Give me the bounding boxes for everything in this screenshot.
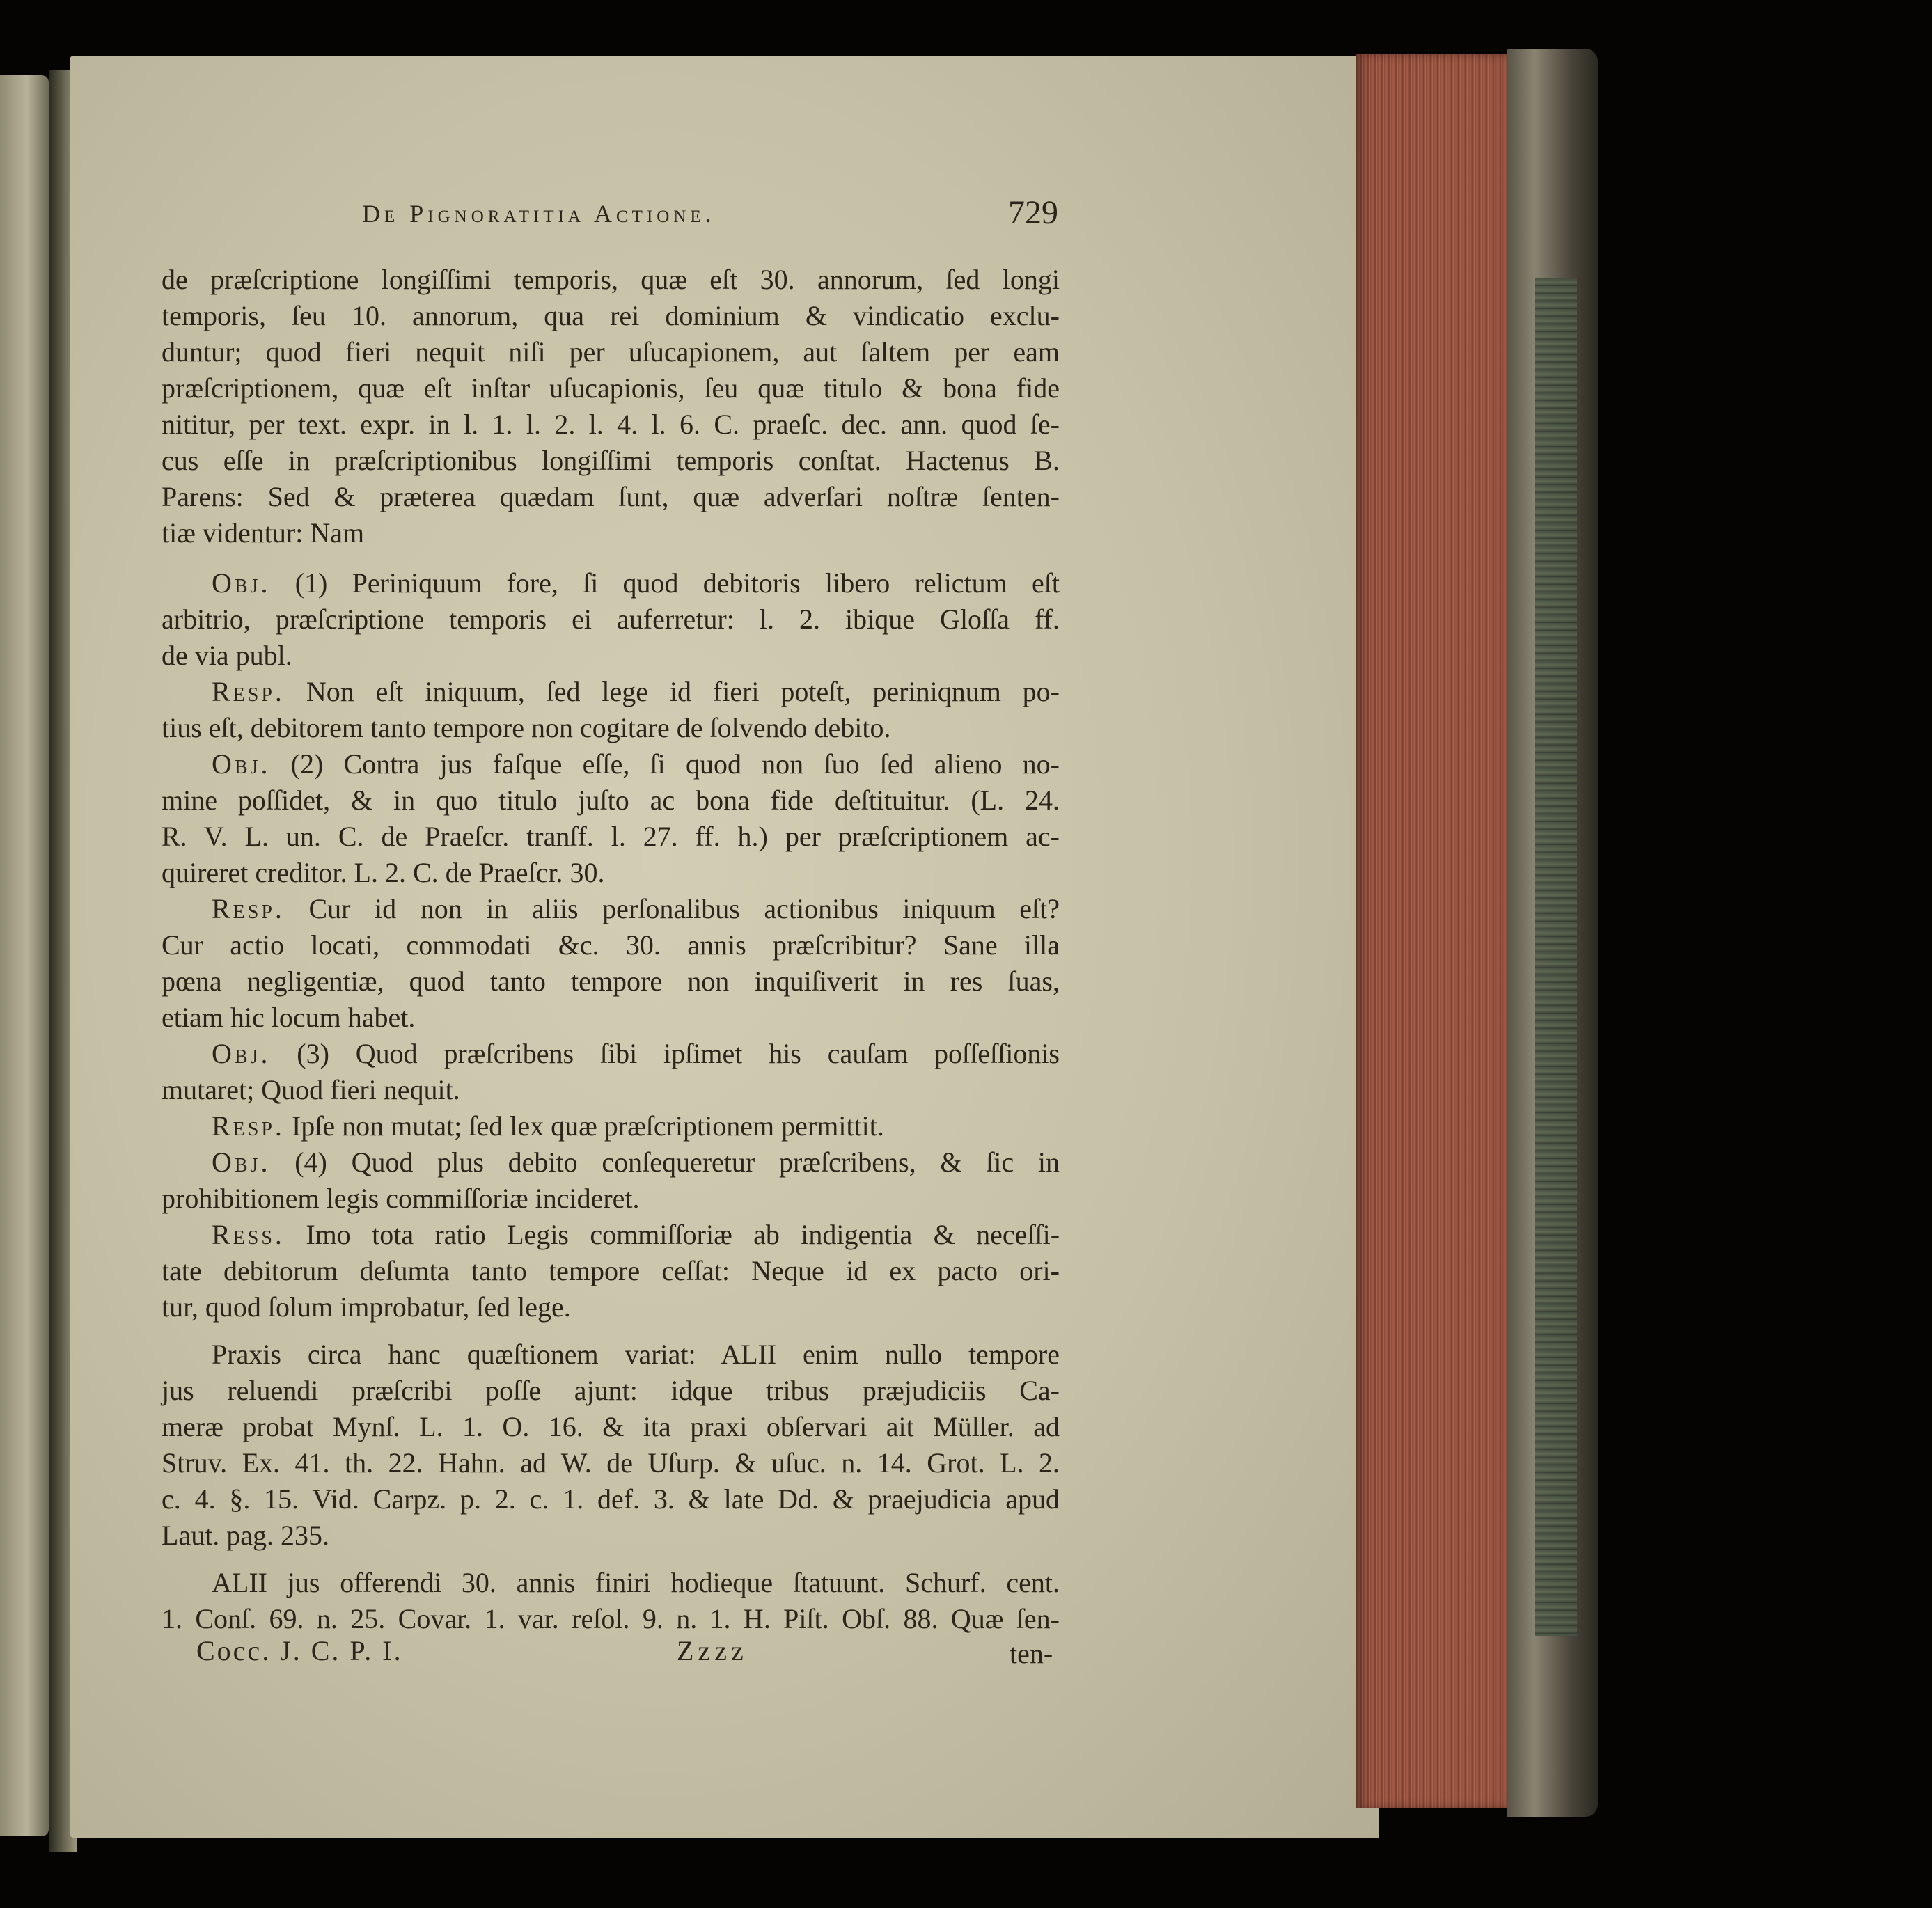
line-label: Resp. <box>212 893 285 924</box>
text-line <box>162 1409 1060 1445</box>
text-line <box>162 1445 1060 1481</box>
text-line <box>162 515 1060 551</box>
text-line <box>162 1181 1060 1217</box>
line-text: (3) Quod præſcribens ſibi ipſimet his cauſam poſſeſſionis <box>297 1038 1060 1069</box>
line-text: præſcriptionem, quæ eſt inſtar uſucapionis, ſeu quæ titulo & bona fide <box>162 372 1060 404</box>
text-line <box>162 746 1060 782</box>
book-binding <box>1507 49 1598 1817</box>
facing-page-edge <box>0 75 49 1836</box>
text-line <box>162 1000 1060 1036</box>
line-text: (4) Quod plus debito conſequeretur præſcribens, & ſic in <box>294 1146 1060 1178</box>
text-line <box>162 1036 1060 1072</box>
text-line <box>162 674 1060 710</box>
line-text: tate debitorum deſumta tanto tempore ceſſat: Neque id ex pacto ori- <box>162 1255 1060 1286</box>
text-line <box>162 298 1060 334</box>
line-text: Struv. Ex. 41. th. 22. Hahn. ad W. de Uſurp. & uſuc. n. 14. Grot. L. 2. <box>162 1447 1060 1479</box>
text-line <box>162 1337 1060 1373</box>
line-text: ALII jus offerendi 30. annis finiri hodieque ſtatuunt. Schurf. cent. <box>212 1567 1060 1598</box>
line-text: pœna negligentiæ, quod tanto tempore non inquiſiverit in res ſuas, <box>162 965 1060 997</box>
line-label: Resp. <box>212 1110 285 1142</box>
line-text: tiæ videntur: Nam <box>162 517 365 549</box>
page-number: 729 <box>1008 194 1058 231</box>
line-text: temporis, ſeu 10. annorum, qua rei dominium & vindicatio exclu- <box>162 300 1060 331</box>
line-text: R. V. L. un. C. de Praeſcr. tranſf. l. 27. ff. h.) per præſcriptionem ac- <box>162 821 1060 852</box>
text-line <box>162 370 1060 407</box>
line-text: tius eſt, debitorem tanto tempore non cogitare de ſolvendo debito. <box>162 712 891 743</box>
page-footer <box>196 1634 1060 1676</box>
line-text: meræ probat Mynſ. L. 1. O. 16. & ita praxi obſervari ait Müller. ad <box>162 1411 1060 1442</box>
line-text: etiam hic locum habet. <box>162 1002 416 1033</box>
text-line <box>162 1217 1060 1253</box>
quire-mark: Zzzz <box>677 1635 748 1666</box>
text-line <box>162 855 1060 891</box>
text-line <box>162 1253 1060 1289</box>
line-label: Obj. <box>212 567 271 599</box>
text-line <box>162 565 1060 601</box>
text-line <box>162 601 1060 638</box>
line-label: Obj. <box>212 1146 271 1178</box>
line-text: prohibitionem legis commiſſoriæ incideret. <box>162 1183 640 1214</box>
line-text: de via publ. <box>162 640 292 671</box>
line-label: Obj. <box>212 748 271 780</box>
signature-mark: Cocc. J. C. P. I. <box>196 1635 403 1666</box>
text-line <box>162 1565 1060 1601</box>
line-text: Non eſt iniquum, ſed lege id fieri poteſt, periniqnum po- <box>306 676 1060 707</box>
text-line <box>162 1289 1060 1325</box>
text-line <box>162 1144 1060 1181</box>
text-line <box>162 1108 1060 1144</box>
text-line <box>162 963 1060 1000</box>
page-block-edges <box>1356 54 1509 1808</box>
catchword: ten- <box>1010 1638 1053 1669</box>
line-text: jus reluendi præſcribi poſſe ajunt: idque tribus præjudiciis Ca- <box>162 1375 1060 1406</box>
line-text: Imo tota ratio Legis commiſſoriæ ab indigentia & neceſſi- <box>306 1219 1060 1250</box>
line-text: Laut. pag. 235. <box>162 1520 330 1551</box>
line-text: (1) Periniquum fore, ſi quod debitoris libero relictum eſt <box>294 567 1060 599</box>
line-text: Parens: Sed & præterea quædam ſunt, quæ adverſari noſtræ ſenten- <box>162 481 1060 512</box>
line-text: nititur, per text. expr. in l. 1. l. 2. l. 4. l. 6. C. praeſc. dec. ann. quod ſe- <box>162 409 1060 440</box>
line-label: Obj. <box>212 1038 271 1069</box>
text-line <box>162 407 1060 443</box>
text-line <box>162 782 1060 819</box>
text-line <box>162 1072 1060 1108</box>
running-head <box>202 194 1065 235</box>
line-text: Cur id non in aliis perſonalibus actionibus iniquum eſt? <box>308 893 1060 924</box>
text-line <box>162 710 1060 746</box>
text-line <box>162 1601 1060 1637</box>
line-label: Resp. <box>212 676 285 707</box>
line-text: arbitrio, præſcriptione temporis ei auferretur: l. 2. ibique Gloſſa ff. <box>162 604 1060 635</box>
text-line <box>162 1517 1060 1554</box>
text-line <box>162 1373 1060 1409</box>
line-text: Praxis circa hanc quæſtionem variat: ALII enim nullo tempore <box>212 1339 1060 1370</box>
text-line <box>162 638 1060 674</box>
text-line <box>162 1481 1060 1517</box>
line-text: duntur; quod fieri nequit niſi per uſucapionem, aut ſaltem per eam <box>162 336 1060 368</box>
text-line <box>162 262 1060 298</box>
line-text: Cur actio locati, commodati &c. 30. annis præſcribitur? Sane illa <box>162 929 1060 961</box>
line-text: cus eſſe in præſcriptionibus longiſſimi temporis conſtat. Hactenus B. <box>162 445 1060 476</box>
line-text: 1. Conſ. 69. n. 25. Covar. 1. var. reſol. 9. n. 1. H. Piſt. Obſ. 88. Quæ ſen- <box>162 1603 1060 1634</box>
line-text: tur, quod ſolum improbatur, ſed lege. <box>162 1291 571 1323</box>
line-label: Ress. <box>212 1219 285 1250</box>
line-text: (2) Contra jus faſque eſſe, ſi quod non ſuo ſed alieno no- <box>290 748 1060 780</box>
line-text: Ipſe non mutat; ſed lex quæ præſcriptionem permittit. <box>291 1110 884 1142</box>
text-line <box>162 443 1060 479</box>
text-line <box>162 334 1060 370</box>
line-text: de præſcriptione longiſſimi temporis, quæ eſt 30. annorum, ſed longi <box>162 264 1060 295</box>
line-text: mine poſſidet, & in quo titulo juſto ac bona fide deſtituitur. (L. 24. <box>162 785 1060 816</box>
text-line <box>162 819 1060 855</box>
text-line <box>162 891 1060 927</box>
line-text: mutaret; Quod fieri nequit. <box>162 1074 460 1105</box>
text-line <box>162 927 1060 963</box>
text-line <box>162 479 1060 515</box>
running-head-title: De Pignoratitia Actione. <box>362 200 716 228</box>
line-text: c. 4. §. 15. Vid. Carpz. p. 2. c. 1. def. 3. & late Dd. & praejudicia apud <box>162 1483 1060 1515</box>
line-text: quireret creditor. L. 2. C. de Praeſcr. 30. <box>162 857 605 888</box>
